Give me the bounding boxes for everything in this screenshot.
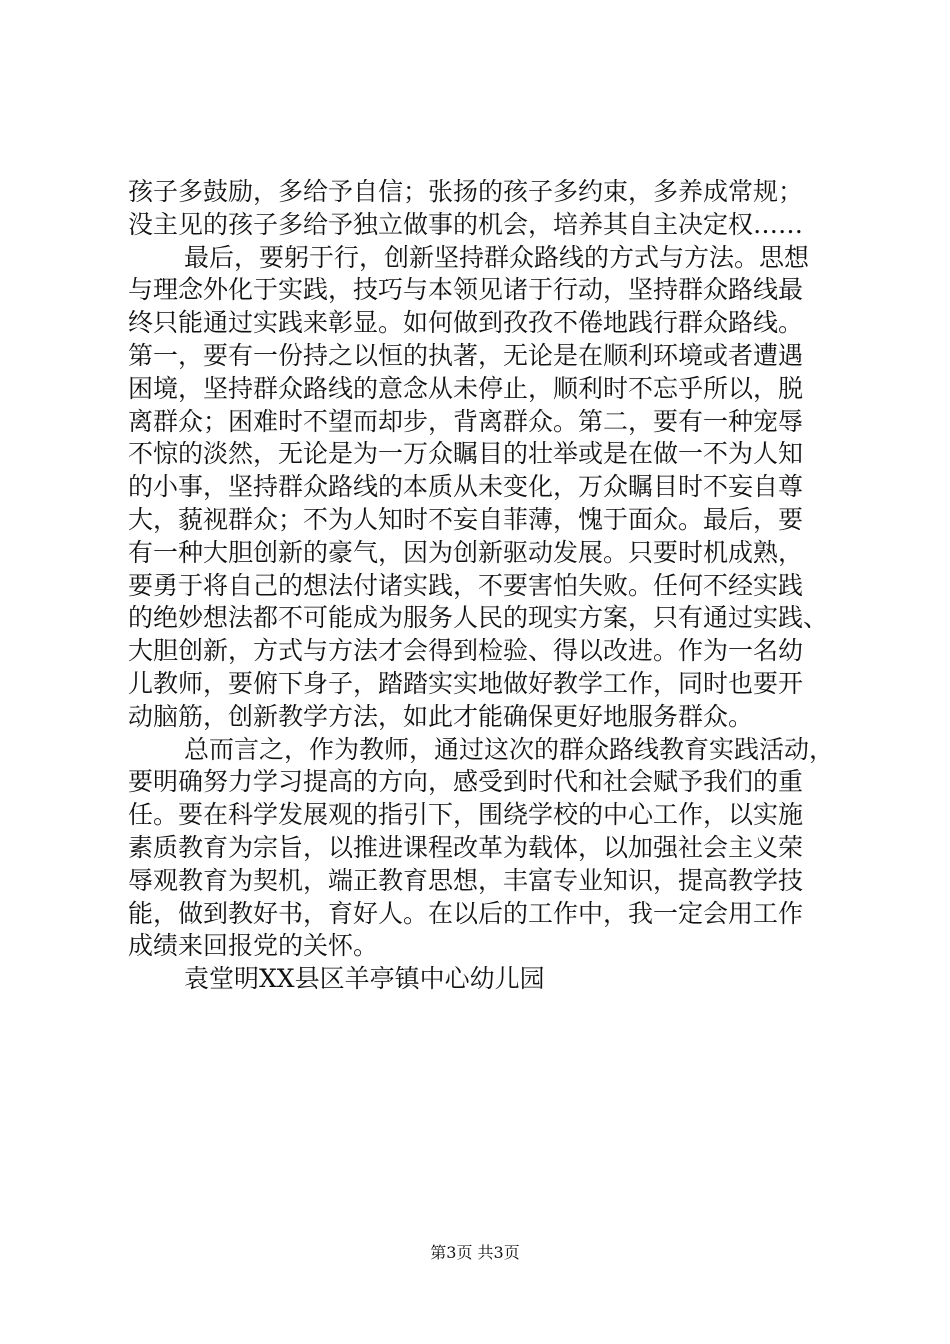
text-line: 大胆创新，方式与方法才会得到检验、得以改进。作为一名幼 [128, 636, 804, 666]
document-body [128, 176, 838, 996]
text-line: 没主见的孩子多给予独立做事的机会，培养其自主决定权…… [128, 209, 804, 239]
text-line: 成绩来回报党的关怀。 [128, 931, 379, 961]
text-line: 困境，坚持群众路线的意念从未停止，顺利时不忘乎所以，脱 [128, 373, 804, 403]
text-line: 能，做到教好书，育好人。在以后的工作中，我一定会用工作 [128, 898, 804, 928]
signature-line: 袁堂明XX县区羊亭镇中心幼儿园 [184, 964, 545, 994]
text-line: 与理念外化于实践，技巧与本领见诸于行动，坚持群众路线最 [128, 275, 804, 305]
text-line: 儿教师，要俯下身子，踏踏实实地做好教学工作，同时也要开 [128, 668, 804, 698]
text-line: 素质教育为宗旨，以推进课程改革为载体，以加强社会主义荣 [128, 832, 804, 862]
text-line: 要勇于将自己的想法付诸实践，不要害怕失败。任何不经实践 [128, 570, 804, 600]
text-line: 辱观教育为契机，端正教育思想，丰富专业知识，提高教学技 [128, 865, 804, 895]
paragraph-start-line: 最后，要躬于行，创新坚持群众路线的方式与方法。思想 [184, 242, 810, 272]
paragraph-start-line: 总而言之，作为教师，通过这次的群众路线教育实践活动， [184, 734, 835, 764]
text-line: 有一种大胆创新的豪气，因为创新驱动发展。只要时机成熟， [128, 537, 804, 567]
text-line: 大，藐视群众；不为人知时不妄自菲薄，愧于面众。最后，要 [128, 504, 804, 534]
text-line: 要明确努力学习提高的方向，感受到时代和社会赋予我们的重 [128, 767, 804, 797]
text-line: 第一，要有一份持之以恒的执著，无论是在顺利环境或者遭遇 [128, 340, 804, 370]
text-line: 的小事，坚持群众路线的本质从未变化，万众瞩目时不妄自尊 [128, 472, 804, 502]
text-line: 的绝妙想法都不可能成为服务人民的现实方案，只有通过实践、 [128, 603, 829, 633]
text-line: 终只能通过实践来彰显。如何做到孜孜不倦地践行群众路线。 [128, 308, 804, 338]
page-number-footer: 第3页 共3页 [430, 1243, 520, 1262]
text-line: 不惊的淡然，无论是为一万众瞩目的壮举或是在做一不为人知 [128, 439, 804, 469]
text-line: 孩子多鼓励，多给予自信；张扬的孩子多约束，多养成常规； [128, 177, 804, 206]
text-line: 任。要在科学发展观的指引下，围绕学校的中心工作，以实施 [128, 800, 804, 830]
text-line: 动脑筋，创新教学方法，如此才能确保更好地服务群众。 [128, 701, 754, 731]
text-line: 离群众；困难时不望而却步，背离群众。第二，要有一种宠辱 [128, 406, 804, 436]
